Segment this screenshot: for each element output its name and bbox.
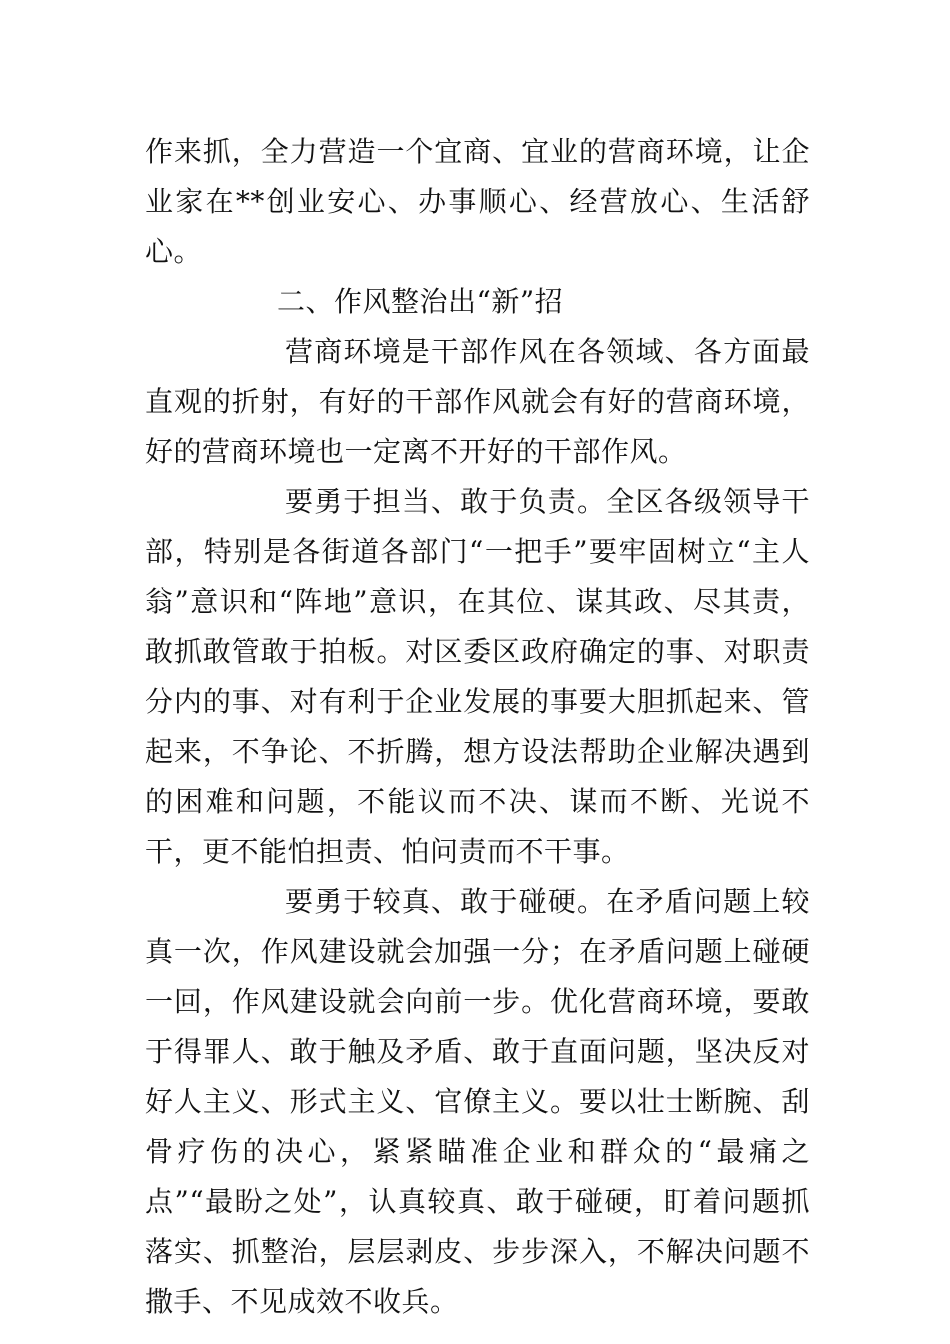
paragraph-intro: 营商环境是干部作风在各领域、各方面最直观的折射，有好的干部作风就会有好的营商环境，好的营商环境也一定离不开好的干部作风。	[145, 335, 810, 468]
document-body	[145, 127, 810, 1327]
paragraph-responsibility: 要勇于担当、敢于负责。全区各级领导干部，特别是各街道各部门“一把手”要牢固树立“主人翁”意识和“阵地”意识，在其位、谋其政、尽其责，敢抓敢管敢于拍板。对区委区政府确定的事、对职责分内的事、对有利于企业发展的事要大胆抓起来、管起来，不争论、不折腾，想方设法帮助企业解决遇到的困难和问题，不能议而不决、谋而不断、光说不干，更不能怕担责、怕问责而不干事。	[145, 485, 810, 868]
paragraph-confrontation: 要勇于较真、敢于碰硬。在矛盾问题上较真一次，作风建设就会加强一分；在矛盾问题上碰硬一回，作风建设就会向前一步。优化营商环境，要敢于得罪人、敢于触及矛盾、敢于直面问题，坚决反对好人主义、形式主义、官僚主义。要以壮士断腕、刮骨疗伤的决心，紧紧瞄准企业和群众的“最痛之点”“最盼之处”，认真较真、敢于碰硬，盯着问题抓落实、抓整治，层层剥皮、步步深入，不解决问题不撒手、不见成效不收兵。	[145, 885, 810, 1318]
paragraph-continuation: 作来抓，全力营造一个宜商、宜业的营商环境，让企业家在**创业安心、办事顺心、经营放心、生活舒心。	[145, 135, 810, 268]
section-heading: 二、作风整治出“新”招	[277, 285, 564, 318]
